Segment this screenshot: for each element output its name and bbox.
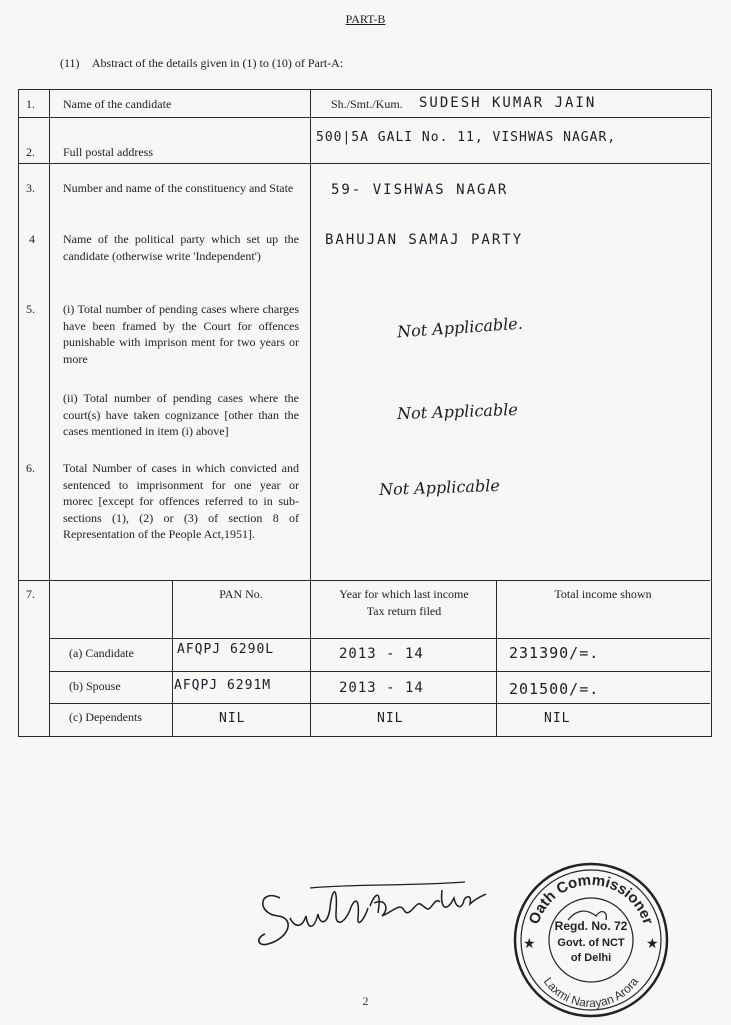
row-number: 4 [29, 232, 35, 246]
svg-text:Laxmi Narayan Arora: Laxmi Narayan Arora [540, 974, 642, 1011]
pending-cases-cognizance-value: Not Applicable [396, 399, 519, 424]
header-pan-no: PAN No. [219, 587, 263, 601]
header-total-income: Total income shown [554, 587, 652, 601]
field-label-pending-cases-framed: (i) Total number of pending cases where charges have been framed by the Court for offences punishable with imprison ment for two years or more [63, 302, 299, 366]
svg-text:Regd. No. 72: Regd. No. 72 [554, 919, 628, 933]
section-intro-text: Abstract of the details given in (1) to (10) of Part-A: [91, 56, 344, 70]
svg-text:of Delhi: of Delhi [570, 952, 612, 964]
spouse-pan-value: AFQPJ 6291M [174, 678, 272, 693]
candidate-year-value: 2013 - 14 [339, 646, 424, 662]
field-label-postal-address: Full postal address [63, 145, 153, 159]
field-label-convicted-cases: Total Number of cases in which convicted and sentenced to imprisonment for one year or morec [except for offences referred to in sub-sections (1), (2) or (3) of section 8 of Representation of the People Act,1951]. [63, 461, 299, 541]
field-label-political-party: Name of the political party which set up the candidate (otherwise write 'Independent') [63, 232, 299, 263]
political-party-value: BAHUJAN SAMAJ PARTY [325, 232, 524, 248]
name-prefix: Sh./Smt./Kum. [331, 97, 403, 111]
candidate-pan-value: AFQPJ 6290L [177, 642, 275, 657]
pending-cases-framed-value: Not Applicable. [396, 313, 524, 342]
field-label-candidate-name: Name of the candidate [63, 97, 172, 111]
candidate-name-value: SUDESH KUMAR JAIN [419, 95, 597, 111]
row-number: 6. [26, 461, 35, 475]
page-title: PART-B [345, 12, 386, 26]
row-label-candidate: (a) Candidate [69, 646, 134, 660]
convicted-cases-value: Not Applicable [378, 475, 501, 500]
section-number: (11) [60, 56, 80, 70]
field-label-constituency: Number and name of the constituency and State [63, 181, 294, 195]
row-label-dependents: (c) Dependents [69, 710, 142, 724]
details-form-table [18, 89, 712, 737]
svg-text:Govt. of NCT: Govt. of NCT [557, 937, 625, 949]
spouse-income-value: 201500/=. [509, 680, 600, 698]
postal-address-value: 500|5A GALI No. 11, VISHWAS NAGAR, [316, 130, 617, 145]
svg-text:★: ★ [523, 937, 536, 952]
row-number: 1. [26, 97, 35, 111]
spouse-year-value: 2013 - 14 [339, 680, 424, 696]
constituency-value: 59- VISHWAS NAGAR [331, 182, 509, 198]
row-label-spouse: (b) Spouse [69, 679, 121, 693]
dependents-income-value: NIL [544, 711, 571, 726]
row-number: 3. [26, 181, 35, 195]
row-number: 2. [26, 145, 35, 159]
section-intro [60, 56, 343, 71]
candidate-signature [250, 868, 500, 958]
dependents-year-value: NIL [377, 711, 404, 726]
row-number: 5. [26, 302, 35, 316]
svg-text:Oath Commissioner: Oath Commissioner [525, 871, 657, 927]
svg-text:★: ★ [646, 937, 659, 952]
dependents-pan-value: NIL [219, 711, 246, 726]
page-number: 2 [362, 994, 369, 1008]
row-number: 7. [26, 587, 35, 601]
header-tax-year: Year for which last income Tax return filed [339, 587, 469, 618]
candidate-income-value: 231390/=. [509, 644, 600, 662]
field-label-pending-cases-cognizance: (ii) Total number of pending cases where the court(s) have taken cognizance [other than the cases mentioned in item (i) above] [63, 391, 299, 438]
